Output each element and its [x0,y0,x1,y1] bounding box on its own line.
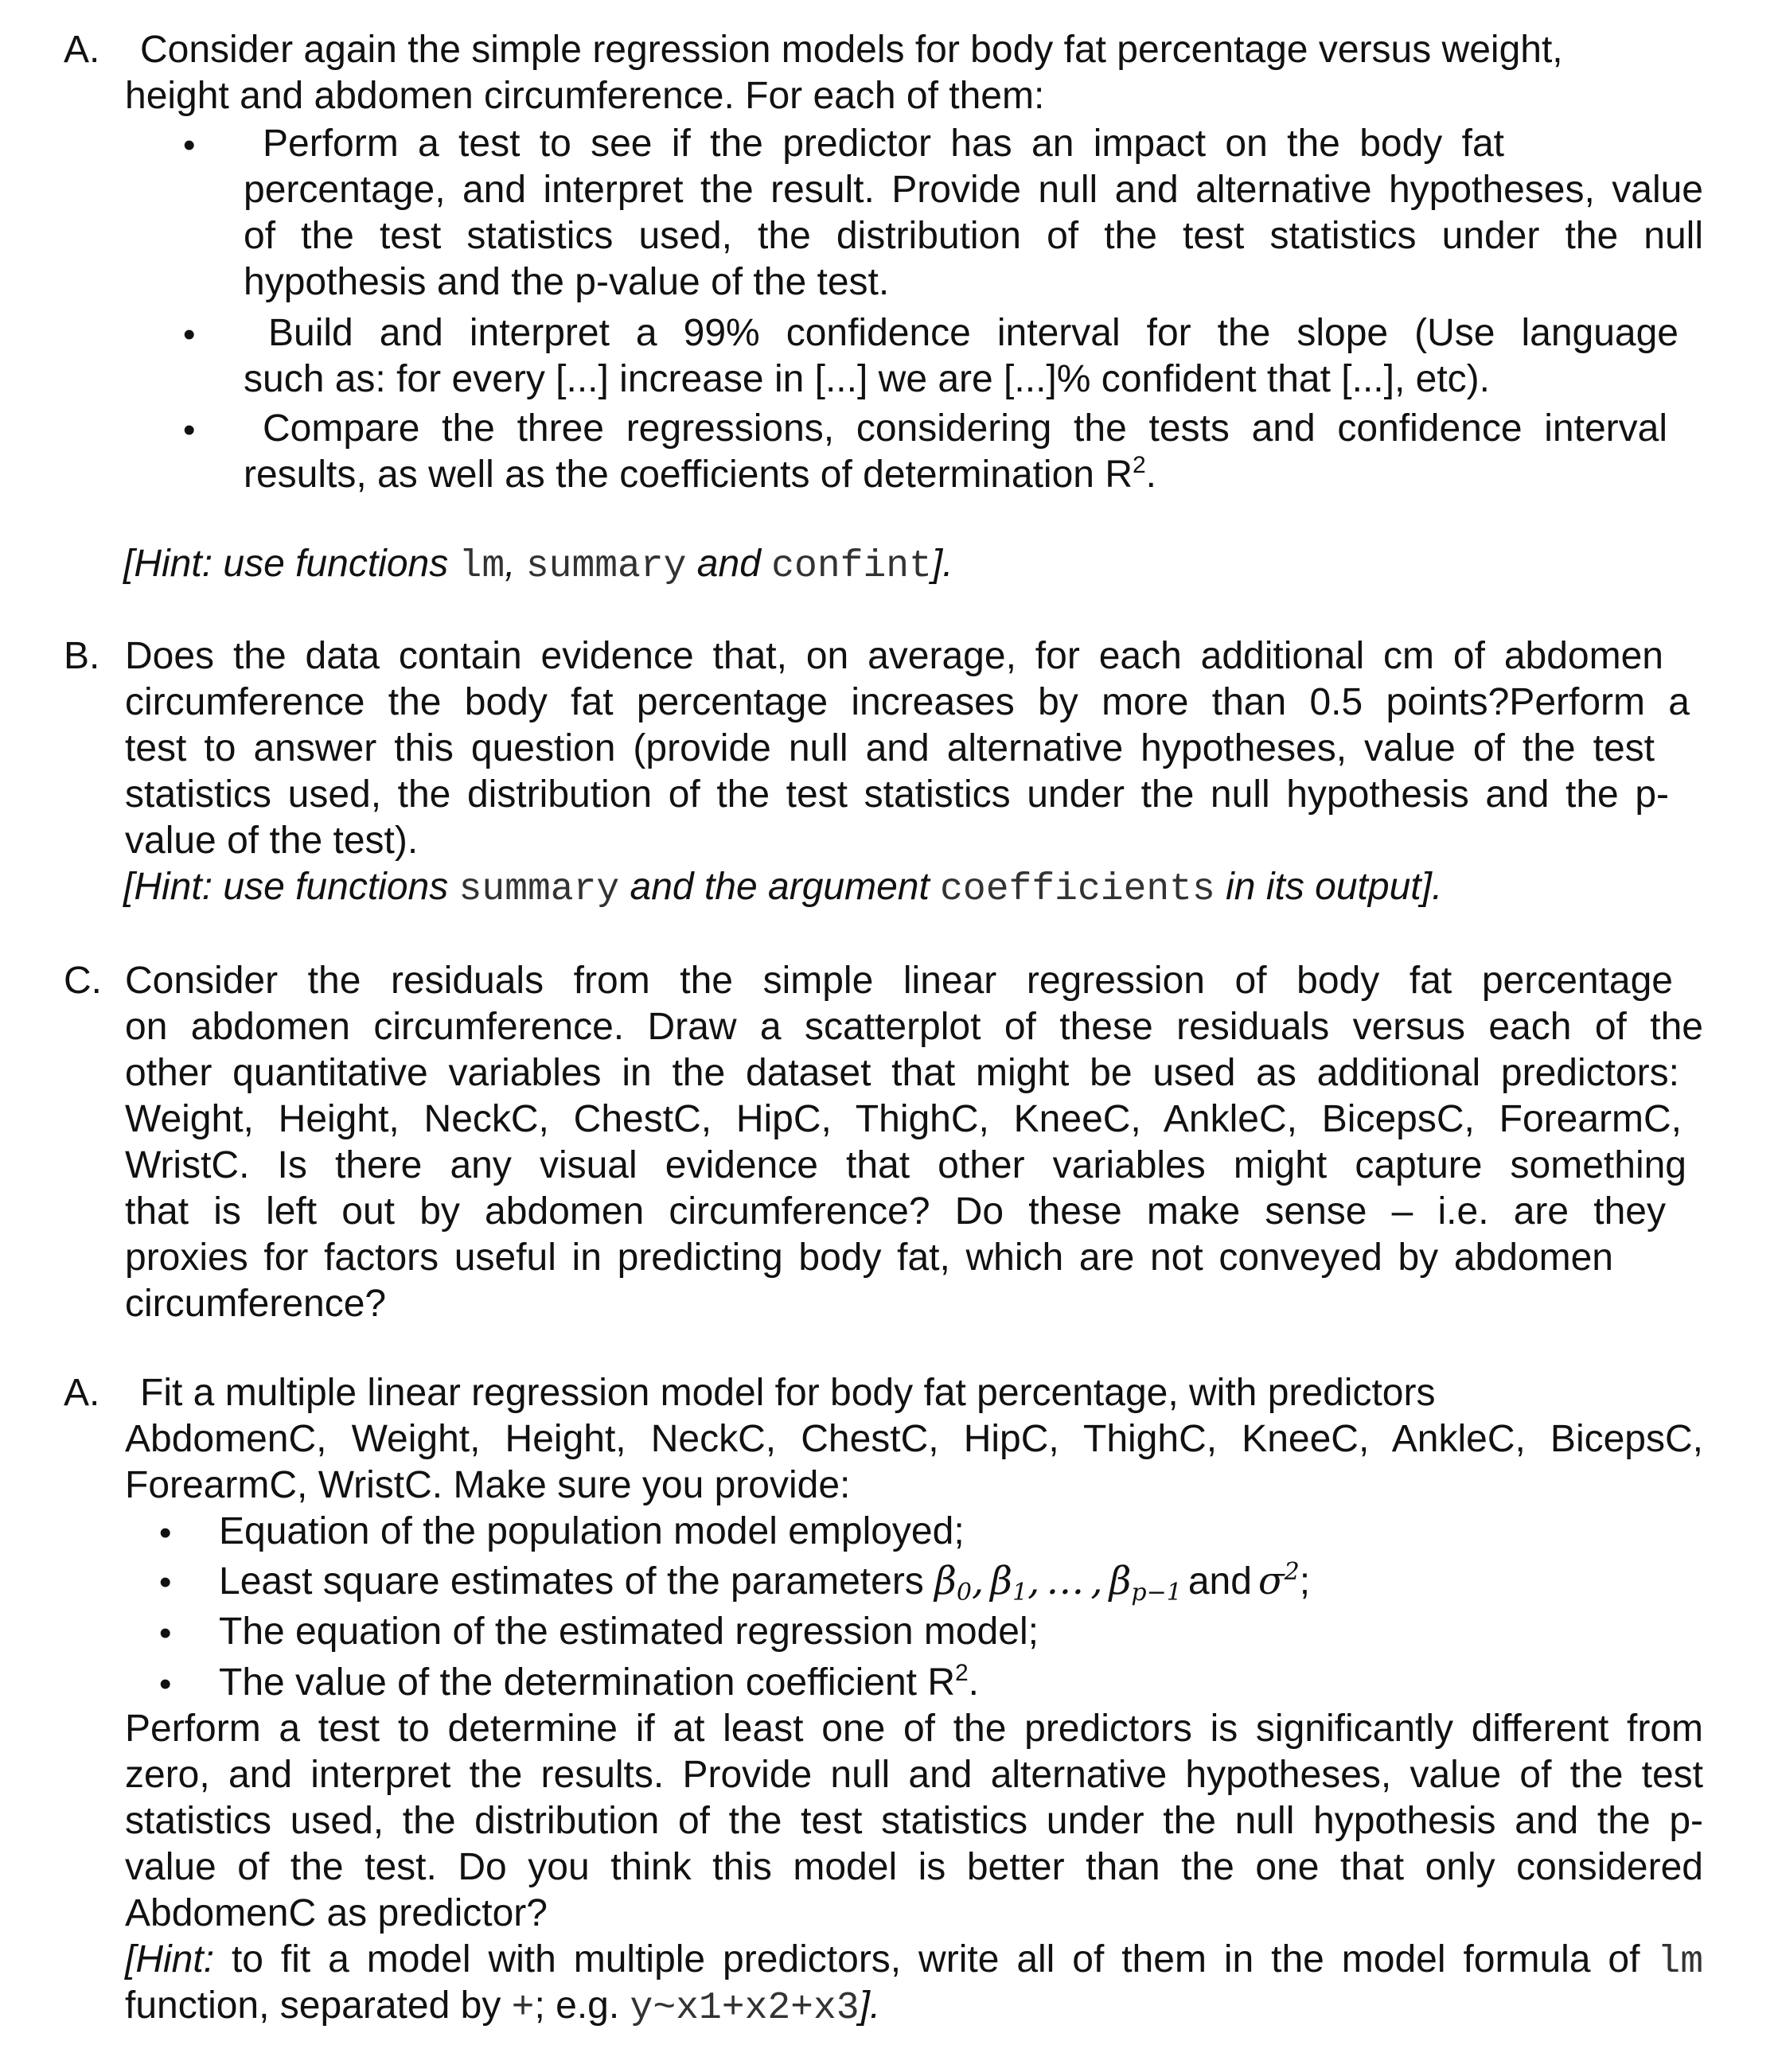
ellipsis: … [1046,1559,1085,1603]
section-a1-bullet2-line: such as: for every [...] increase in [...] we are [...]% confident that [...], etc). [244,358,1490,400]
section-c-line: Consider the residuals from the simple linear regression of body fat percentage [125,960,1673,1002]
section-c-line: WristC. Is there any visual evidence that other variables might capture something [125,1144,1686,1186]
section-a1-bullet3-line: Compare the three regressions, considering the tests and confidence interval [263,407,1667,450]
bullet2-text: Least square estimates of the parameters [219,1560,935,1603]
section-a1-intro-line: Consider again the simple regression models for body fat percentage versus weight, [140,29,1563,71]
section-a2-bullet1: Equation of the population model employed; [219,1510,965,1552]
section-b-hint [123,864,1442,913]
hint-text: ; e.g. [534,1984,630,2027]
section-a2-marker: A. [64,1372,100,1414]
section-b-line: test to answer this question (provide null and alternative hypotheses, value of the test [125,727,1655,769]
sigma-superscript: 2 [1284,1558,1300,1586]
section-a2-body-line: statistics used, the distribution of the test statistics under the null hypothesis and the p- [125,1800,1703,1842]
section-a2-intro-line: ForearmC, WristC. Make sure you provide: [125,1464,851,1506]
comma: , [971,1559,985,1603]
hint-text: and [686,543,772,585]
section-a2-hint-line1 [125,1937,1703,1985]
section-a2-bullet2 [219,1558,1310,1605]
hint-text: and the argument [619,866,941,908]
bullet-icon: • [159,1563,172,1602]
beta-symbol: β [934,1559,957,1603]
section-a1-bullet1-line: percentage, and interpret the result. Provide null and alternative hypotheses, value [244,169,1703,211]
bullet-icon: • [183,126,196,165]
semicolon: ; [1299,1560,1311,1603]
bullet-icon: • [183,411,196,450]
beta-subscript: 0 [956,1579,972,1607]
hint-text: in its output]. [1215,866,1443,908]
and-word: and [1187,1560,1252,1603]
beta-subscript: p−1 [1131,1579,1182,1607]
section-b-line: value of the test). [125,820,419,862]
section-c-line: other quantitative variables in the dataset that might be used as additional predictors: [125,1052,1679,1094]
r-squared-superscript: 2 [954,1660,969,1686]
section-c-line: Weight, Height, NeckC, ChestC, HipC, ThighC, KneeC, AnkleC, BicepsC, ForearmC, [125,1098,1682,1140]
sigma-symbol: σ [1257,1559,1285,1603]
code-coefficients: coefficients [940,868,1215,911]
code-summary: summary [458,868,620,911]
section-a2-body-line: zero, and interpret the results. Provide null and alternative hypotheses, value of the test [125,1754,1703,1796]
code-lm: lm [458,545,505,588]
section-a2-bullet3: The equation of the estimated regression model; [219,1610,1039,1653]
code-formula: y~x1+x2+x3 [630,1987,860,2030]
hint-text: , [505,543,526,585]
beta-symbol: β [990,1559,1012,1603]
code-confint: confint [771,545,932,588]
section-a1-bullet1-line: hypothesis and the p-value of the test. [244,261,890,303]
section-c-line: on abdomen circumference. Draw a scatterplot of these residuals versus each of the [125,1006,1703,1048]
section-c-line: that is left out by abdomen circumference? Do these make sense – i.e. are they [125,1190,1666,1233]
hint-text: to fit a model with multiple predictors, write all of them in the model formula of [214,1938,1658,1980]
section-a1-bullet1-line: Perform a test to see if the predictor has an impact on the body fat [263,123,1504,165]
beta-subscript: 1 [1012,1579,1028,1607]
section-c-line: proxies for factors useful in predicting body fat, which are not conveyed by abdomen [125,1237,1613,1279]
section-a2-intro-line: Fit a multiple linear regression model for body fat percentage, with predictors [140,1372,1436,1414]
section-a2-intro-line: AbdomenC, Weight, Height, NeckC, ChestC, HipC, ThighC, KneeC, AnkleC, BicepsC, [125,1418,1703,1460]
comma: , [1090,1559,1103,1603]
bullet-icon: • [159,1513,172,1552]
section-a1-bullet3-line [244,452,1156,498]
code-lm: lm [1657,1941,1703,1984]
section-a2-body-line: AbdomenC as predictor? [125,1892,548,1934]
section-a2-body-line: Perform a test to determine if at least one of the predictors is significantly different from [125,1708,1703,1750]
period: . [1145,454,1157,496]
section-c-marker: C. [64,960,102,1002]
section-a2-bullet4 [219,1660,979,1706]
comma: , [1027,1559,1040,1603]
section-a2-hint-line2 [125,1983,880,2031]
hint-text: function, separated by [125,1984,512,2027]
code-summary: summary [525,545,687,588]
code-plus: + [511,1987,535,2030]
section-b-marker: B. [64,635,100,677]
section-a2-body-line: value of the test. Do you think this model is better than the one that only considered [125,1846,1703,1888]
hint-label: [Hint: [125,1938,215,1980]
period: . [968,1661,980,1704]
section-a1-bullet1-line: of the test statistics used, the distribution of the test statistics under the null [244,215,1703,257]
section-b-line: circumference the body fat percentage increases by more than 0.5 points?Perform a [125,681,1690,723]
bullet3-text: results, as well as the coefficients of determination R [244,454,1133,496]
hint-text: ]. [931,543,953,585]
section-a1-bullet2-line: Build and interpret a 99% confidence interval for the slope (Use language [268,312,1679,354]
section-c-line: circumference? [125,1283,387,1325]
hint-text: [Hint: use functions [123,866,459,908]
bullet-icon: • [159,1614,172,1653]
bullet-icon: • [183,315,196,354]
section-a1-intro-line: height and abdomen circumference. For each of them: [125,75,1045,117]
r-squared-superscript: 2 [1132,452,1146,478]
section-a1-hint [123,541,953,590]
bullet-icon: • [159,1665,172,1704]
section-a1-marker: A. [64,29,100,71]
section-b-line: Does the data contain evidence that, on average, for each additional cm of abdomen [125,635,1663,677]
hint-text: [Hint: use functions [123,543,459,585]
hint-suffix: ]. [859,1984,881,2027]
bullet4-text: The value of the determination coefficient R [219,1661,955,1704]
beta-symbol: β [1109,1559,1132,1603]
section-b-line: statistics used, the distribution of the test statistics under the null hypothesis and the p- [125,773,1669,816]
